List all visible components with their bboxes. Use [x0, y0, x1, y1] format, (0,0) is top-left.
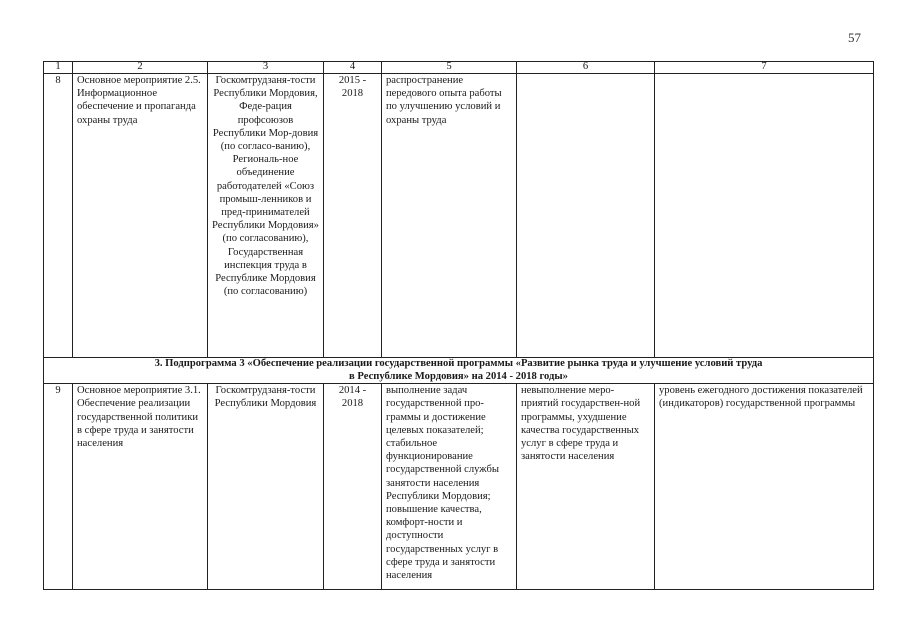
result-cell: выполнение задач государственной про-граммы и достижение целевых показателей; стабильное функционирование государственной службы занятости населения Республики Мордовия; повышение качества, комфорт-ности и доступности государственных услуг в сфере труда и занятости населения [382, 384, 517, 590]
row-number: 9 [44, 384, 73, 590]
period-cell: 2015 - 2018 [324, 74, 382, 358]
header-cell: 1 [44, 62, 73, 74]
header-cell: 5 [382, 62, 517, 74]
header-cell: 4 [324, 62, 382, 74]
header-cell: 2 [73, 62, 208, 74]
header-row [44, 62, 874, 74]
consequences-cell: невыполнение меро-приятий государствен-ной программы, ухудшение качества государственных услуг в сфере труда и занятости населения [517, 384, 655, 590]
section-row [44, 358, 874, 384]
event-cell: Основное мероприятие 3.1. Обеспечение реализации государственной политики в сфере труда и занятости населения [73, 384, 208, 590]
row-number: 8 [44, 74, 73, 358]
period-cell: 2014 - 2018 [324, 384, 382, 590]
program-table [43, 61, 874, 590]
header-cell: 7 [655, 62, 874, 74]
section-heading [44, 358, 874, 384]
section-heading-line1: 3. Подпрограмма 3 «Обеспечение реализации государственной программы «Развитие рынка труда и улучшение условий труда [154, 358, 763, 369]
indicators-cell: уровень ежегодного достижения показателей (индикаторов) государственной программы [655, 384, 874, 590]
event-cell: Основное мероприятие 2.5. Информационное обеспечение и пропаганда охраны труда [73, 74, 208, 358]
section-heading-line2: в Республике Мордовия» на 2014 - 2018 годы» [349, 370, 568, 382]
header-cell: 6 [517, 62, 655, 74]
header-cell: 3 [208, 62, 324, 74]
table-row [44, 74, 874, 358]
consequences-cell [517, 74, 655, 358]
indicators-cell [655, 74, 874, 358]
executor-cell: Госкомтрудзаня-тости Республики Мордовия, Феде-рация профсоюзов Республики Мор-довия (по согласо-ванию), Региональ-ное объединение работодателей «Союз промыш-ленников и пред-принимателей Республики Мордовия» (по согласованию), Государственная инспекция труда в Республике Мордовия (по согласованию) [208, 74, 324, 358]
executor-cell: Госкомтрудзаня-тости Республики Мордовия [208, 384, 324, 590]
page-number: 57 [848, 30, 861, 45]
result-cell: распространение передового опыта работы по улучшению условий и охраны труда [382, 74, 517, 358]
table-row [44, 384, 874, 590]
